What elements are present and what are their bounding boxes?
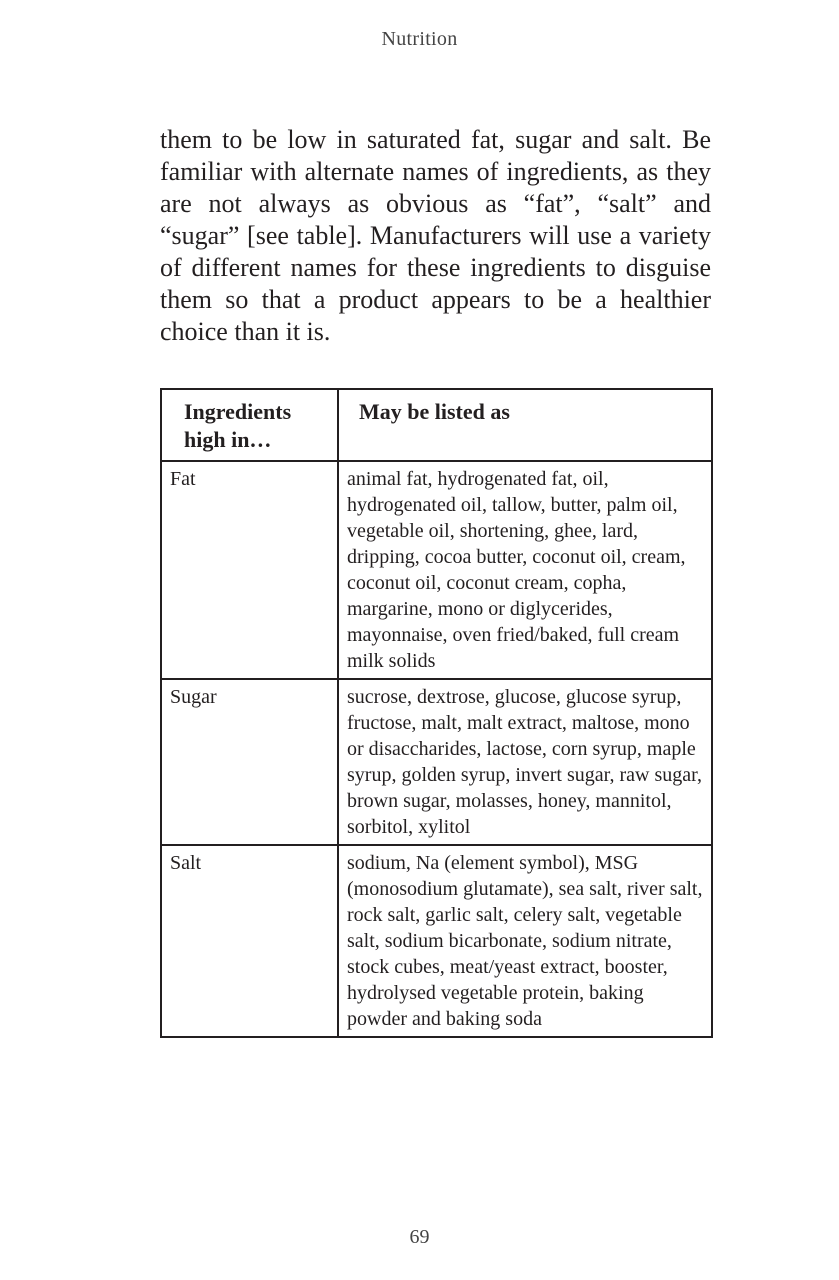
table-row xyxy=(161,679,712,845)
ingredient-cell: Sugar xyxy=(161,679,338,845)
ingredient-cell: Salt xyxy=(161,845,338,1037)
header-listed-as: May be listed as xyxy=(338,389,712,461)
header-ingredients: Ingredients high in… xyxy=(161,389,338,461)
page-number: 69 xyxy=(409,1226,430,1248)
ingredients-table-container xyxy=(160,388,711,1038)
table-row xyxy=(161,845,712,1037)
table-header-row xyxy=(161,389,712,461)
table-row xyxy=(161,461,712,679)
running-head: Nutrition xyxy=(381,28,458,50)
names-cell: sucrose, dextrose, glucose, glucose syrup, fructose, malt, malt extract, maltose, mono or disaccharides, lactose, corn syrup, maple syrup, golden syrup, invert sugar, raw sugar, brown sugar, molasses, honey, mannitol, sorbitol, xylitol xyxy=(338,679,712,845)
names-cell: animal fat, hydrogenated fat, oil, hydrogenated oil, tallow, butter, palm oil, vegetable oil, shortening, ghee, lard, dripping, cocoa butter, coconut oil, cream, coconut oil, coconut cream, copha, margarine, mono or diglycerides, mayonnaise, oven fried/baked, full cream milk solids xyxy=(338,461,712,679)
ingredients-table xyxy=(160,388,713,1038)
ingredient-cell: Fat xyxy=(161,461,338,679)
body-paragraph: them to be low in saturated fat, sugar and salt. Be familiar with alternate names of ingredients, as they are not always as obvious as “fat”, “salt” and “sugar” [see table]. Manufacturers will use a variety of different names for these ingredients to disguise them so that a product appears to be a healthier choice than it is. xyxy=(160,125,711,346)
names-cell: sodium, Na (element symbol), MSG (monosodium glutamate), sea salt, river salt, rock salt, garlic salt, celery salt, vegetable salt, sodium bicarbonate, sodium nitrate, stock cubes, meat/yeast extract, booster, hydrolysed vegetable protein, baking powder and baking soda xyxy=(338,845,712,1037)
